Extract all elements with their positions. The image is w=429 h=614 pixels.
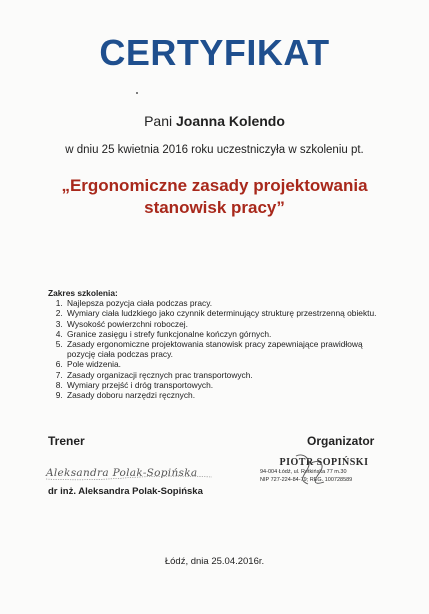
scope-list	[48, 298, 388, 400]
organizer-signature	[286, 450, 336, 490]
scope-item: 6. Pole widzenia.	[65, 359, 388, 369]
scope-item: 8. Wymiary przejść i dróg transportowych.	[65, 380, 388, 390]
course-title	[0, 175, 429, 219]
stamp-address: 94-004 Łódź, ul. Retkińska 77 m.30	[260, 469, 347, 475]
scope-item: 2. Wymiary ciała ludzkiego jako czynnik determinujący strukturę przestrzenną obiektu.	[65, 308, 388, 318]
signature-script: Aleksandra Polak-Sopińska	[46, 467, 198, 479]
scope-item: 1. Najlepsza pozycja ciała podczas pracy.	[65, 298, 388, 308]
recipient-line	[0, 113, 429, 129]
decorative-dot	[136, 92, 138, 94]
participation-statement: w dniu 25 kwietnia 2016 roku uczestniczyła w szkoleniu pt.	[65, 144, 364, 156]
trainer-signature	[44, 461, 214, 483]
trainer-name: dr inż. Aleksandra Polak-Sopińska	[48, 486, 203, 497]
trainer-label: Trener	[48, 434, 85, 448]
scope-item: 5. Zasady ergonomiczne projektowania stanowisk pracy zapewniające prawidłową pozycję ciała podczas pracy.	[65, 339, 388, 359]
course-title-line-1: „Ergonomiczne zasady projektowania	[61, 176, 368, 195]
organizer-label: Organizator	[307, 434, 375, 448]
certificate-title: CERTYFIKAT	[99, 32, 330, 73]
scope-item: 4. Granice zasięgu i strefy funkcjonalne kończyn górnych.	[65, 329, 388, 339]
scope-item: 7. Zasady organizacji ręcznych prac transportowych.	[65, 370, 388, 380]
scope-item: 9. Zasady doboru narzędzi ręcznych.	[65, 390, 388, 400]
stamp-ids: NIP 727-224-84-79; REG. 100728589	[260, 477, 353, 483]
stamp-name: PIOTR SOPIŃSKI	[279, 457, 369, 468]
course-title-line-2: stanowisk pracy”	[144, 198, 285, 217]
scope-heading: Zakres szkolenia:	[48, 288, 118, 298]
scope-item: 3. Wysokość powierzchni roboczej.	[65, 319, 388, 329]
training-scope	[48, 288, 388, 400]
recipient-name: Joanna Kolendo	[176, 113, 285, 129]
place-and-date: Łódź, dnia 25.04.2016r.	[164, 556, 265, 567]
recipient-prefix: Pani	[144, 113, 173, 129]
